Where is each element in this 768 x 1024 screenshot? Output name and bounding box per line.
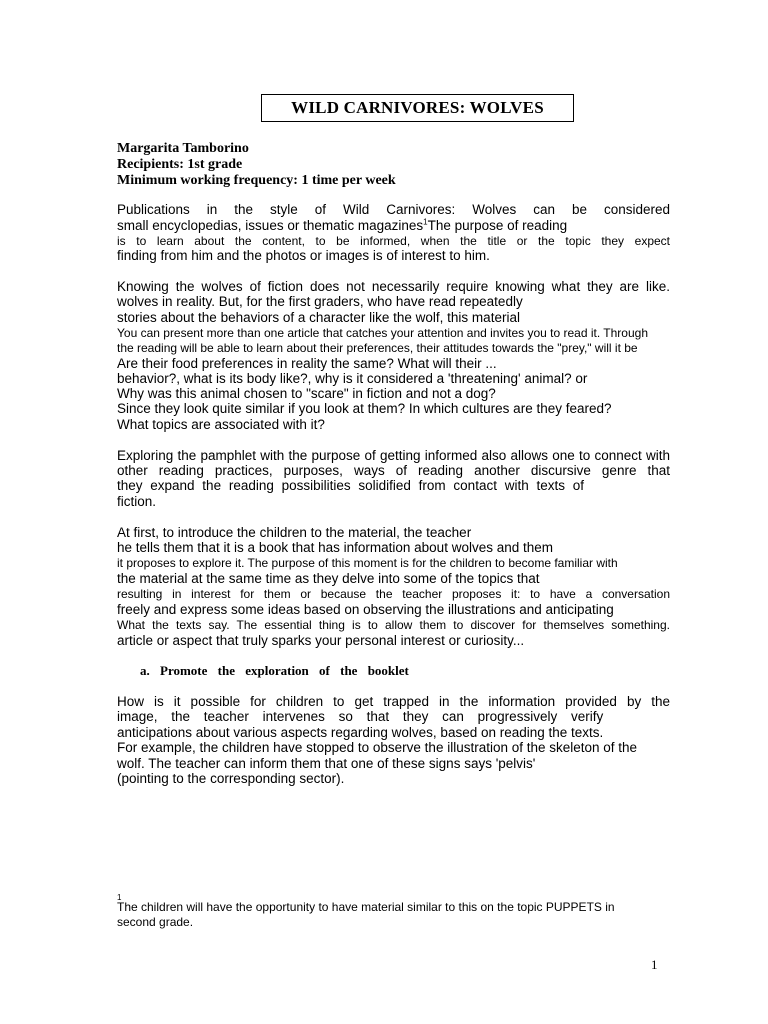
paragraph-4-line-4: the material at the same time as they delve into some of the topics that: [117, 571, 540, 586]
paragraph-2-line-10: What topics are associated with it?: [117, 417, 325, 432]
paragraph-1-line-3: is to learn about the content, to be informed, when the title or the topic they expect: [117, 234, 670, 248]
paragraph-1-line-2b: The purpose of reading: [427, 218, 568, 233]
paragraph-4-line-6: freely and express some ideas based on observing the illustrations and anticipating: [117, 602, 614, 617]
paragraph-3-line-3: they expand the reading possibilities solidified from contact with texts of: [117, 478, 584, 493]
paragraph-4-line-5: resulting in interest for them or because the teacher proposes it: to have a conversation: [117, 587, 670, 601]
page-number: 1: [651, 957, 658, 972]
footnote-line-1: The children will have the opportunity to have material similar to this on the topic PUPPETS in: [117, 900, 615, 914]
author-name: Margarita Tamborino: [117, 141, 249, 156]
paragraph-2-line-6: Are their food preferences in reality the same? What will their ...: [117, 356, 497, 371]
paragraph-3-line-4: fiction.: [117, 494, 157, 509]
paragraph-3-line-1: Exploring the pamphlet with the purpose of getting informed also allows one to connect with: [117, 448, 670, 463]
paragraph-4-line-3: it proposes to explore it. The purpose of this moment is for the children to become familiar with: [117, 556, 618, 570]
paragraph-2-line-8: Why was this animal chosen to "scare" in fiction and not a dog?: [117, 386, 496, 401]
paragraph-5-line-6: (pointing to the corresponding sector).: [117, 771, 345, 786]
paragraph-1-line-2a: small encyclopedias, issues or thematic magazines: [117, 218, 424, 233]
paragraph-4-line-8: article or aspect that truly sparks your personal interest or curiosity...: [117, 633, 525, 648]
paragraph-4-line-2: he tells them that it is a book that has information about wolves and them: [117, 540, 553, 555]
frequency-line: Minimum working frequency: 1 time per week: [117, 173, 396, 188]
paragraph-2-line-3: stories about the behaviors of a character like the wolf, this material: [117, 310, 520, 325]
section-a-heading: a. Promote the exploration of the booklet: [140, 663, 409, 678]
paragraph-2-line-2: wolves in reality. But, for the first graders, who have read repeatedly: [117, 294, 523, 309]
paragraph-2-line-9: Since they look quite similar if you look at them? In which cultures are they feared?: [117, 401, 612, 416]
paragraph-3-line-2: other reading practices, purposes, ways of reading another discursive genre that: [117, 463, 670, 478]
document-title: WILD CARNIVORES: WOLVES: [261, 94, 574, 122]
paragraph-4-line-7: What the texts say. The essential thing is to allow them to discover for themselves something.: [117, 618, 670, 632]
paragraph-2-line-7: behavior?, what is its body like?, why is it considered a 'threatening' animal? or: [117, 371, 588, 386]
footnote-reference: 1: [423, 217, 428, 227]
paragraph-5-line-2: image, the teacher intervenes so that they can progressively verify: [117, 709, 604, 724]
paragraph-5-line-1: How is it possible for children to get trapped in the information provided by the: [117, 694, 670, 709]
paragraph-2-line-5: the reading will be able to learn about their preferences, their attitudes towards the "prey," will it be: [117, 341, 638, 355]
paragraph-4-line-1: At first, to introduce the children to the material, the teacher: [117, 525, 472, 540]
paragraph-1-line-1: Publications in the style of Wild Carnivores: Wolves can be considered: [117, 202, 670, 217]
paragraph-5-line-4: For example, the children have stopped to observe the illustration of the skeleton of the: [117, 740, 638, 755]
paragraph-1-line-4: finding from him and the photos or images is of interest to him.: [117, 248, 490, 263]
footnote-mark: 1: [117, 893, 122, 902]
paragraph-1-line-2: [117, 218, 567, 234]
footnote-line-2: second grade.: [117, 915, 194, 929]
paragraph-5-line-3: anticipations about various aspects regarding wolves, based on reading the texts.: [117, 725, 604, 740]
paragraph-2-line-1: Knowing the wolves of fiction does not necessarily require knowing what they are like.: [117, 279, 670, 294]
paragraph-5-line-5: wolf. The teacher can inform them that one of these signs says 'pelvis': [117, 756, 536, 771]
paragraph-2-line-4: You can present more than one article that catches your attention and invites you to read it. Through: [117, 326, 648, 340]
recipients-line: Recipients: 1st grade: [117, 157, 243, 172]
